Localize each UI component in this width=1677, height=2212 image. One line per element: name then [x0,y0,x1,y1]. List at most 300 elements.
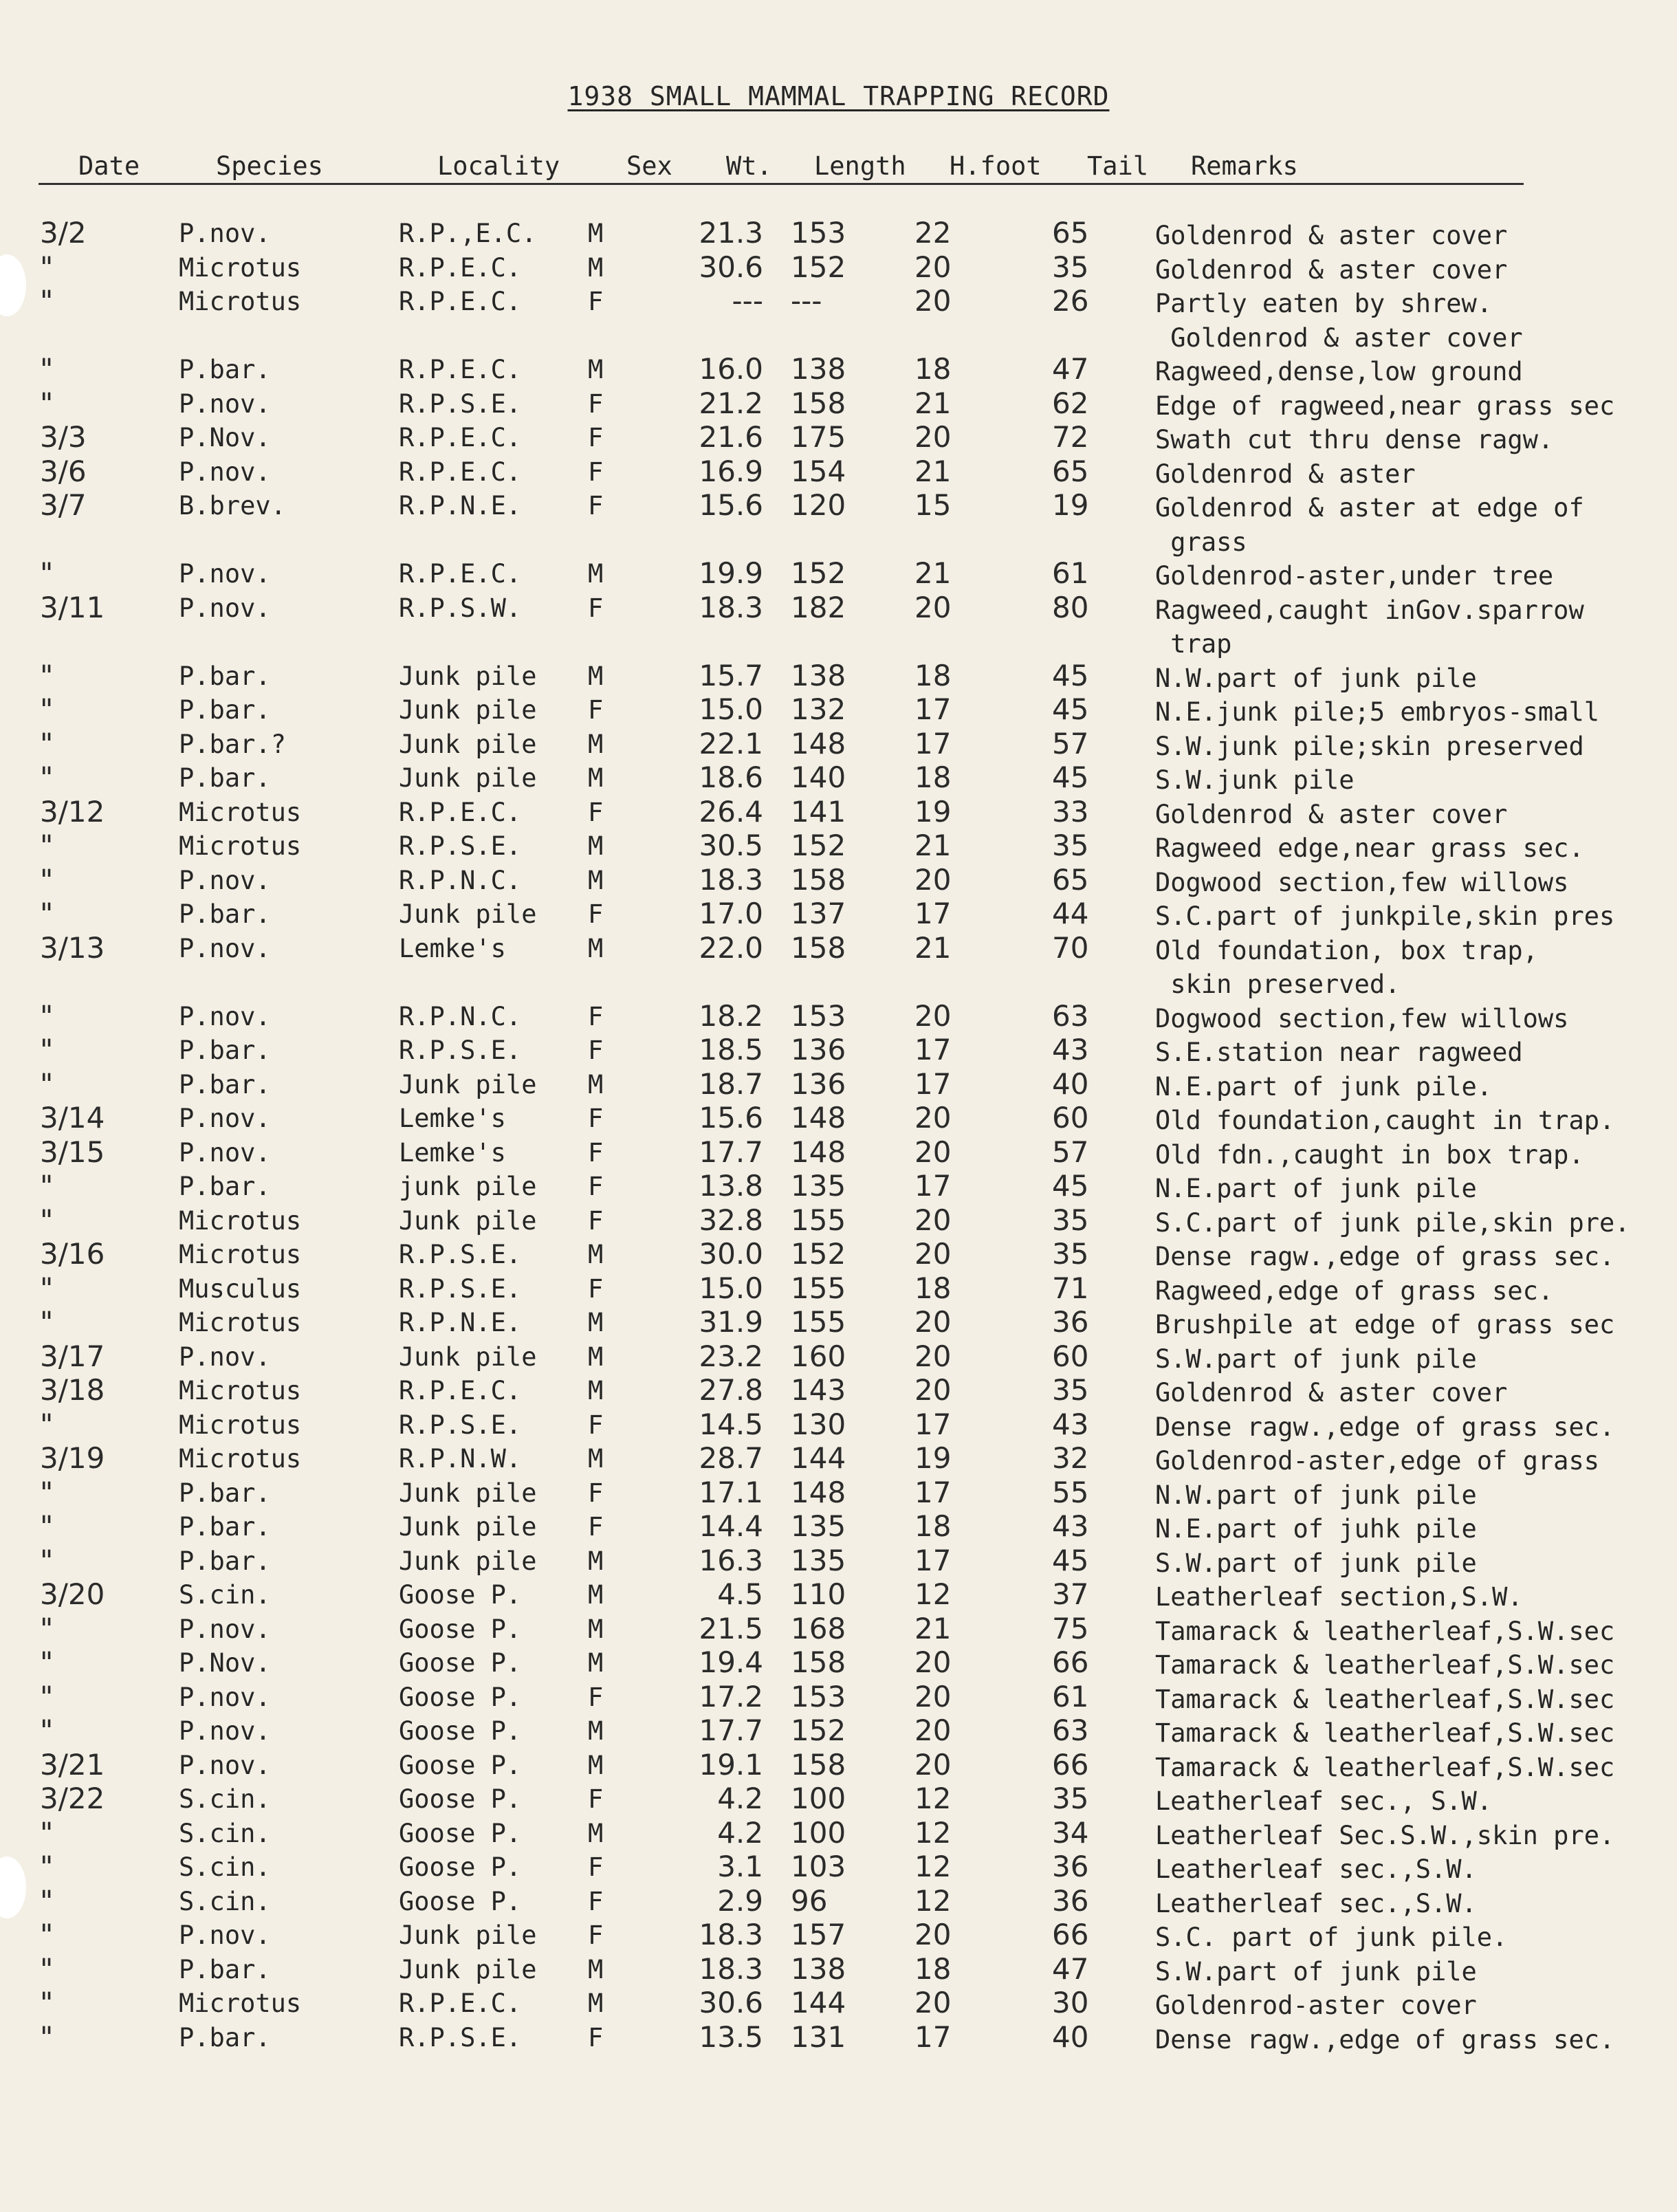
cell-wt: 17.2 [699,1679,763,1713]
cell-date: " [40,1611,54,1645]
cell-species: P.bar. [179,899,271,929]
cell-locality: Goose P. [399,1784,522,1814]
cell-species: S.cin. [179,1580,271,1610]
cell-date: " [40,1169,54,1203]
table-row [0,1271,1677,1308]
cell-species: P.nov. [179,1137,271,1168]
cell-length: 153 [791,216,846,250]
cell-date: 3/2 [40,216,87,250]
cell-locality: Junk pile [399,1954,537,1984]
table-row [0,1441,1677,1478]
cell-sex: F [588,593,604,623]
cell-hfoot: 20 [914,1918,952,1951]
table-row [0,386,1677,424]
cell-remarks: S.W.part of junk pile [1155,1548,1477,1578]
cell-remarks: S.W.junk pile;skin preserved [1155,731,1584,761]
cell-species: P.nov. [179,1920,271,1950]
cell-length: 100 [791,1815,846,1850]
cell-sex: F [588,1001,604,1031]
table-row [0,899,1677,934]
cell-locality: Junk pile [399,661,537,691]
cell-hfoot: 17 [914,1033,952,1066]
cell-wt: 21.6 [699,420,763,454]
cell-sex: M [588,1342,604,1372]
cell-locality: R.P.E.C. [399,1376,522,1405]
cell-hfoot: 17 [914,2019,952,2054]
cell-hfoot: 21 [914,930,952,965]
cell-locality: Junk pile [399,1478,537,1508]
cell-sex: F [588,1205,604,1236]
cell-tail: 63 [1052,1713,1089,1747]
cell-hfoot: 21 [914,386,952,420]
cell-tail: 72 [1052,420,1089,454]
cell-sex: M [588,933,604,963]
table-row [0,1986,1677,2023]
table-row [0,488,1677,559]
cell-remarks: Old fdn.,caught in box trap. [1155,1139,1584,1170]
cell-tail: 40 [1052,1066,1089,1101]
table-row [0,1713,1677,1751]
cell-length: 175 [791,420,846,454]
header-locality: Locality [437,151,560,181]
cell-wt: 16.0 [699,352,763,386]
table-row [0,831,1677,866]
cell-species: P.bar. [179,1478,271,1508]
cell-tail: 37 [1052,1577,1089,1611]
cell-hfoot: 20 [914,1679,952,1713]
cell-date: " [40,1815,54,1850]
cell-tail: 44 [1052,897,1089,930]
cell-remarks: S.E.station near ragweed [1155,1038,1523,1067]
cell-date: 3/22 [40,1782,105,1815]
cell-date: " [40,284,54,318]
cell-species: P.Nov. [179,423,271,452]
cell-sex: M [588,1580,604,1610]
cell-wt: 15.7 [699,658,763,692]
cell-date: " [40,1713,54,1747]
cell-sex: F [588,899,604,929]
table-row [0,1611,1677,1649]
cell-hfoot: 20 [914,1339,952,1373]
cell-wt: --- [732,284,763,318]
table-row [0,1784,1677,1819]
cell-tail: 65 [1052,454,1089,488]
cell-hfoot: 20 [914,1203,952,1237]
cell-hfoot: 20 [914,1645,952,1679]
cell-species: P.bar. [179,763,271,793]
table-row [0,1203,1677,1240]
cell-remarks: Goldenrod & aster cover [1155,221,1508,250]
cell-tail: 32 [1052,1441,1089,1475]
cell-species: P.nov. [179,388,271,419]
table-row [0,1135,1677,1172]
cell-date: " [40,250,54,284]
cell-remarks: Partly eaten by shrew. Goldenrod & aster cover [1155,289,1523,353]
cell-sex: F [588,2022,604,2052]
cell-species: P.nov. [179,1001,271,1031]
table-row [0,1373,1677,1410]
cell-length: 152 [791,829,846,862]
cell-date: " [40,556,54,590]
cell-date: 3/20 [40,1577,105,1611]
table-row [0,692,1677,730]
cell-hfoot: 20 [914,284,952,318]
cell-remarks: Dense ragw.,edge of grass sec. [1155,1242,1615,1271]
cell-sex: F [588,1273,604,1304]
cell-locality: junk pile [399,1172,537,1201]
cell-locality: Junk pile [399,1069,537,1099]
cell-hfoot: 21 [914,454,952,488]
cell-species: P.nov. [179,593,271,623]
cell-wt: 30.6 [699,1986,763,2019]
cell-species: P.bar. [179,695,271,725]
cell-length: 148 [791,1135,846,1169]
cell-remarks: S.C.part of junkpile,skin pres [1155,901,1615,931]
cell-tail: 35 [1052,250,1089,284]
cell-date: " [40,1543,54,1577]
cell-wt: 18.3 [699,1918,763,1951]
cell-date: " [40,760,54,794]
table-row [0,250,1677,287]
cell-species: P.Nov. [179,1648,271,1678]
cell-wt: 18.2 [699,998,763,1033]
cell-length: 138 [791,658,846,692]
cell-tail: 57 [1052,726,1089,760]
cell-remarks: N.W.part of junk pile [1155,1480,1477,1510]
cell-length: 138 [791,1951,846,1986]
cell-wt: 27.8 [699,1373,763,1407]
cell-hfoot: 12 [914,1782,952,1815]
cell-species: P.nov. [179,559,271,589]
table-row [0,590,1677,661]
cell-tail: 61 [1052,556,1089,590]
table-header [39,151,1524,185]
cell-remarks: Dense ragw.,edge of grass sec. [1155,2024,1615,2055]
cell-sex: M [588,1954,604,1984]
cell-locality: R.P.S.W. [399,593,522,623]
cell-tail: 30 [1052,1986,1089,2019]
cell-species: S.cin. [179,1818,271,1848]
header-species: Species [216,151,323,181]
cell-wt: 32.8 [699,1203,763,1237]
cell-wt: 23.2 [699,1339,763,1373]
cell-sex: F [588,1512,604,1542]
cell-tail: 66 [1052,1645,1089,1679]
cell-wt: 18.7 [699,1066,763,1101]
cell-wt: 14.4 [699,1509,763,1543]
cell-remarks: Dense ragw.,edge of grass sec. [1155,1412,1615,1442]
cell-species: Microtus [179,252,302,283]
cell-date: 3/3 [40,420,87,454]
table-row [0,1815,1677,1853]
cell-wt: 3.1 [717,1850,763,1883]
cell-wt: 30.0 [699,1237,763,1271]
cell-sex: M [588,252,604,283]
cell-length: 137 [791,897,846,930]
cell-wt: 21.3 [699,216,763,250]
header-tail: Tail [1087,151,1149,181]
cell-sex: F [588,1920,604,1950]
cell-sex: M [588,1989,604,2018]
cell-date: " [40,1645,54,1679]
cell-locality: Goose P. [399,1716,522,1746]
cell-tail: 35 [1052,1782,1089,1815]
cell-wt: 17.7 [699,1713,763,1747]
cell-tail: 55 [1052,1475,1089,1509]
cell-sex: M [588,763,604,793]
cell-hfoot: 20 [914,1135,952,1169]
cell-length: 154 [791,454,846,488]
cell-species: S.cin. [179,1852,271,1882]
cell-species: P.bar.? [179,729,286,759]
cell-sex: M [588,1614,604,1644]
cell-date: 3/19 [40,1441,105,1475]
table-row [0,998,1677,1036]
cell-remarks: Leatherleaf section,S.W. [1155,1582,1523,1612]
cell-wt: 17.0 [699,897,763,930]
cell-remarks: Leatherleaf Sec.S.W.,skin pre. [1155,1820,1615,1850]
cell-tail: 33 [1052,794,1089,829]
cell-remarks: N.E.part of junk pile. [1155,1071,1493,1102]
cell-date: " [40,692,54,726]
cell-sex: F [588,457,604,487]
cell-length: 155 [791,1203,846,1237]
cell-remarks: Tamarack & leatherleaf,S.W.sec [1155,1752,1615,1782]
cell-species: P.bar. [179,1069,271,1099]
cell-sex: F [588,797,604,827]
cell-hfoot: 12 [914,1577,952,1611]
cell-length: 103 [791,1850,846,1883]
cell-locality: R.P.E.C. [399,355,522,384]
cell-sex: M [588,1818,604,1848]
cell-length: 135 [791,1509,846,1543]
cell-hfoot: 20 [914,1305,952,1339]
cell-date: " [40,1918,54,1951]
table-row [0,1951,1677,1989]
cell-date: " [40,658,54,692]
table-row [0,1543,1677,1581]
cell-tail: 45 [1052,1543,1089,1577]
cell-remarks: Goldenrod-aster,under tree [1155,561,1554,591]
cell-hfoot: 20 [914,1373,952,1407]
cell-locality: R.P.N.C. [399,865,522,895]
cell-hfoot: 17 [914,1475,952,1509]
cell-locality: Lemke's [399,933,506,963]
cell-remarks: S.W.junk pile [1155,765,1355,795]
table-body [0,216,1677,2057]
cell-tail: 36 [1052,1883,1089,1918]
cell-length: 168 [791,1611,846,1645]
cell-remarks: Ragweed,edge of grass sec. [1155,1275,1554,1306]
header-date: Date [78,151,140,181]
cell-length: 131 [791,2019,846,2054]
cell-hfoot: 20 [914,998,952,1033]
cell-wt: 15.6 [699,488,763,522]
cell-sex: M [588,865,604,895]
cell-hfoot: 18 [914,1951,952,1986]
cell-hfoot: 20 [914,1986,952,2019]
cell-species: Musculus [179,1273,302,1304]
cell-tail: 45 [1052,760,1089,794]
cell-hfoot: 18 [914,352,952,386]
table-row [0,1747,1677,1785]
cell-hfoot: 18 [914,658,952,692]
cell-hfoot: 12 [914,1883,952,1918]
cell-hfoot: 18 [914,1509,952,1543]
table-row [0,1169,1677,1206]
table-row [0,1305,1677,1342]
cell-wt: 16.3 [699,1543,763,1577]
cell-tail: 43 [1052,1033,1089,1066]
cell-hfoot: 22 [914,216,952,250]
cell-length: 110 [791,1577,846,1611]
cell-date: " [40,1203,54,1237]
cell-date: " [40,1407,54,1441]
cell-hfoot: 15 [914,488,952,522]
cell-hfoot: 17 [914,1066,952,1101]
cell-wt: 15.0 [699,1271,763,1305]
cell-sex: F [588,695,604,725]
table-row [0,556,1677,593]
cell-hfoot: 20 [914,1237,952,1271]
cell-length: 160 [791,1339,846,1373]
cell-sex: F [588,491,604,521]
cell-sex: M [588,1069,604,1099]
cell-sex: M [588,219,604,248]
cell-locality: R.P.E.C. [399,423,522,452]
cell-locality: R.P.N.E. [399,1308,522,1337]
cell-length: 158 [791,1747,846,1782]
cell-locality: Lemke's [399,1137,506,1168]
cell-tail: 71 [1052,1271,1089,1305]
cell-tail: 19 [1052,488,1089,522]
cell-length: 100 [791,1782,846,1815]
cell-tail: 65 [1052,216,1089,250]
cell-date: " [40,726,54,760]
cell-wt: 21.5 [699,1611,763,1645]
cell-sex: M [588,661,604,691]
cell-locality: R.P.S.E. [399,1240,522,1269]
cell-length: 132 [791,692,846,726]
cell-hfoot: 21 [914,556,952,590]
cell-date: " [40,1305,54,1339]
cell-species: B.brev. [179,491,286,521]
cell-species: P.bar. [179,2022,271,2052]
cell-sex: M [588,1750,604,1780]
cell-locality: Junk pile [399,729,537,759]
cell-locality: R.P.S.E. [399,388,522,419]
cell-wt: 30.5 [699,829,763,862]
cell-date: 3/11 [40,590,105,624]
cell-remarks: Brushpile at edge of grass sec [1155,1310,1615,1339]
cell-tail: 47 [1052,1951,1089,1986]
cell-date: " [40,1883,54,1918]
cell-sex: F [588,1410,604,1440]
cell-date: " [40,862,54,897]
cell-wt: 19.4 [699,1645,763,1679]
table-row [0,1920,1677,1955]
cell-date: " [40,1509,54,1543]
cell-tail: 66 [1052,1747,1089,1782]
cell-tail: 43 [1052,1509,1089,1543]
cell-wt: 22.1 [699,726,763,760]
cell-remarks: S.C. part of junk pile. [1155,1923,1508,1952]
cell-hfoot: 12 [914,1850,952,1883]
cell-date: " [40,1986,54,2019]
header-remarks: Remarks [1191,151,1298,181]
cell-species: P.nov. [179,1342,271,1372]
cell-locality: R.P.,E.C. [399,219,537,248]
cell-locality: Junk pile [399,695,537,725]
cell-species: P.nov. [179,865,271,895]
cell-remarks: Leatherleaf sec., S.W. [1155,1786,1493,1816]
cell-tail: 47 [1052,352,1089,386]
cell-length: 152 [791,1713,846,1747]
cell-species: Microtus [179,797,302,827]
cell-sex: F [588,1172,604,1201]
cell-sex: F [588,287,604,316]
cell-tail: 43 [1052,1407,1089,1441]
cell-wt: 13.8 [699,1169,763,1203]
cell-species: Microtus [179,1308,302,1337]
cell-sex: M [588,1546,604,1576]
cell-species: P.bar. [179,661,271,691]
cell-tail: 63 [1052,998,1089,1033]
cell-locality: R.P.E.C. [399,457,522,487]
cell-wt: 22.0 [699,930,763,965]
table-row [0,454,1677,492]
cell-locality: R.P.S.E. [399,831,522,861]
cell-tail: 35 [1052,1203,1089,1237]
cell-remarks: Edge of ragweed,near grass sec [1155,391,1615,421]
cell-sex: F [588,1478,604,1508]
cell-wt: 18.3 [699,590,763,624]
cell-tail: 35 [1052,829,1089,862]
table-row [0,1679,1677,1717]
cell-length: 152 [791,556,846,590]
cell-locality: R.P.E.C. [399,1989,522,2018]
cell-wt: 2.9 [717,1883,763,1918]
table-row [0,1509,1677,1546]
cell-wt: 4.2 [717,1815,763,1850]
cell-sex: M [588,1376,604,1405]
table-row [0,726,1677,764]
cell-length: 158 [791,862,846,897]
cell-sex: F [588,1104,604,1133]
table-row [0,1101,1677,1138]
cell-length: --- [791,284,822,318]
header-hfoot: H.foot [950,151,1042,181]
cell-length: 148 [791,726,846,760]
cell-sex: F [588,1886,604,1916]
cell-sex: M [588,559,604,589]
cell-date: " [40,1033,54,1066]
cell-date: " [40,897,54,930]
cell-tail: 57 [1052,1135,1089,1169]
cell-hfoot: 21 [914,1611,952,1645]
cell-tail: 61 [1052,1679,1089,1713]
cell-remarks: Goldenrod & aster cover [1155,254,1508,285]
cell-wt: 18.3 [699,1951,763,1986]
cell-sex: M [588,1648,604,1678]
cell-wt: 15.6 [699,1101,763,1135]
cell-tail: 45 [1052,1169,1089,1203]
cell-sex: M [588,729,604,759]
cell-length: 157 [791,1918,846,1951]
cell-species: P.bar. [179,355,271,384]
cell-species: P.nov. [179,1750,271,1780]
cell-length: 155 [791,1305,846,1339]
